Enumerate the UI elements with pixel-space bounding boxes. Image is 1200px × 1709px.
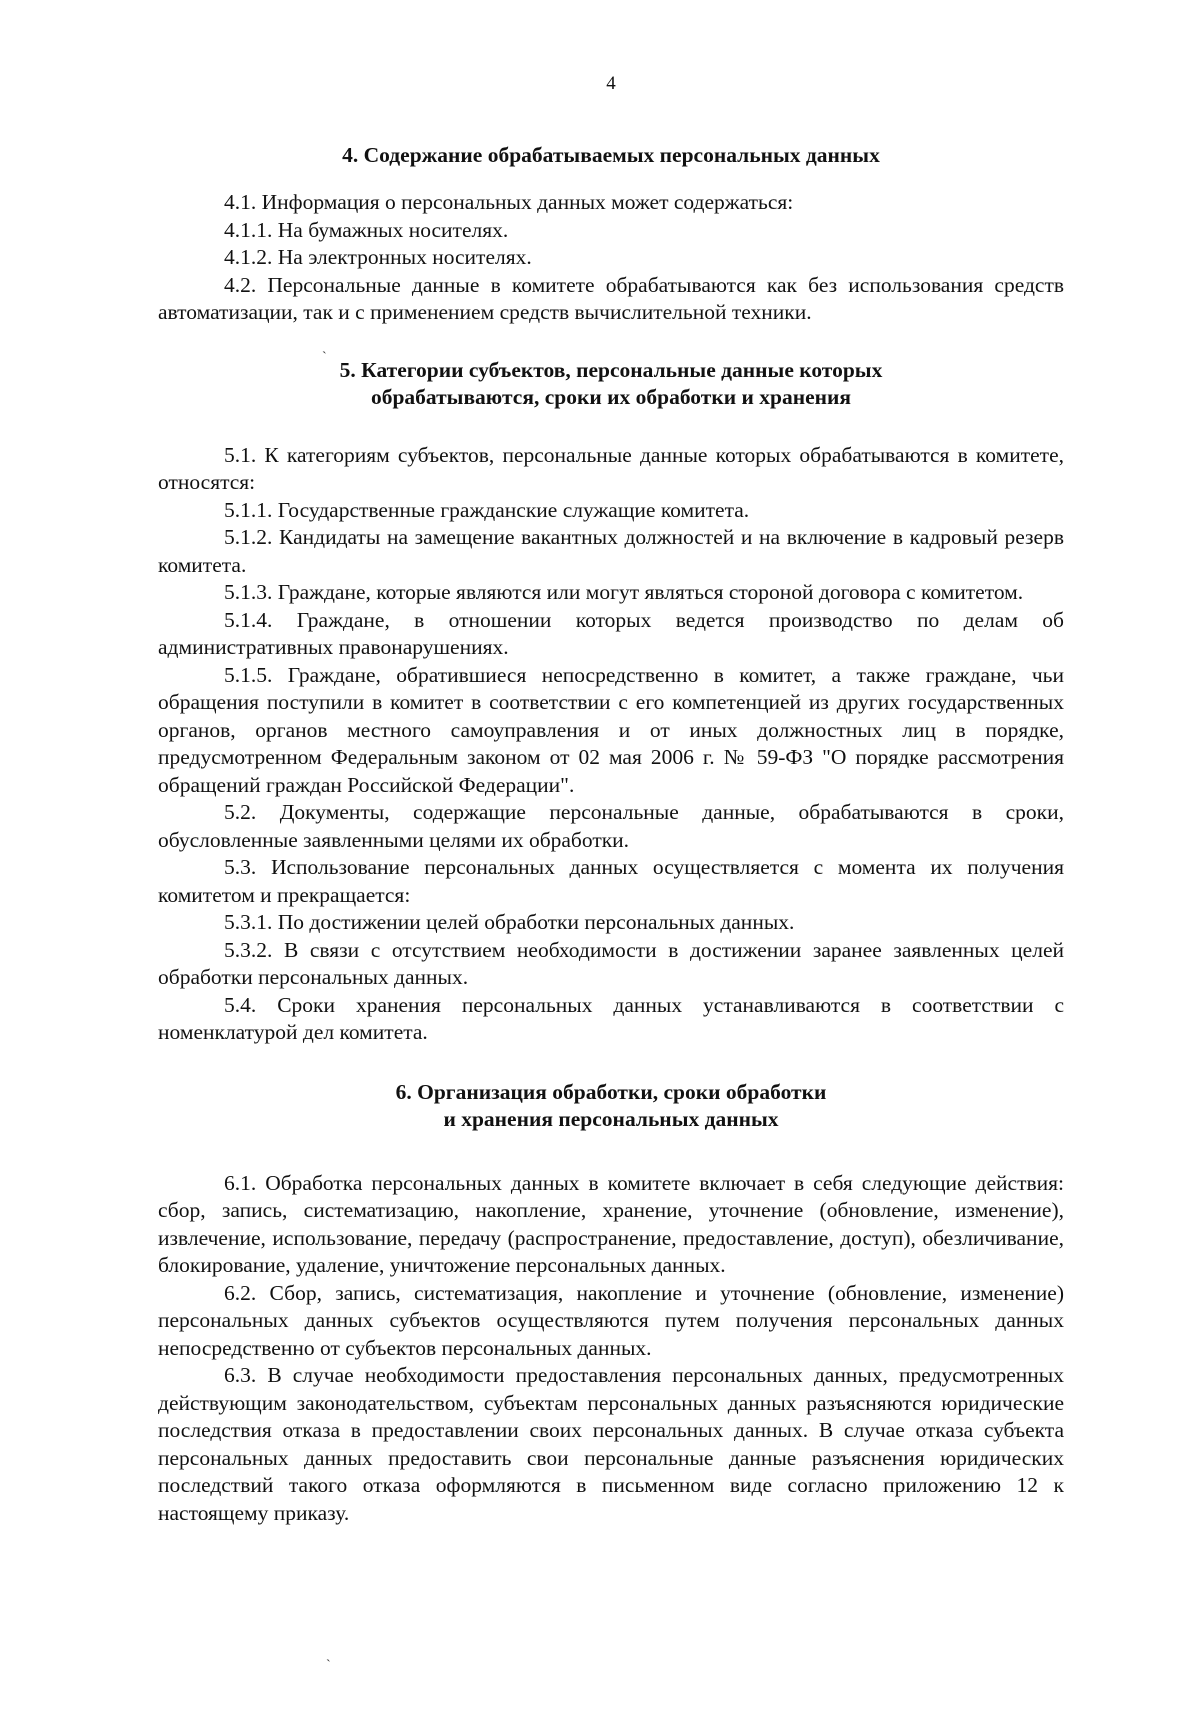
- paragraph-5-3: 5.3. Использование персональных данных осуществляется с момента их получения комитетом и прекращается:: [158, 855, 1064, 907]
- section-6-title-line-1: 6. Организация обработки, сроки обработки: [395, 1079, 827, 1104]
- paragraph-4-1-2: 4.1.2. На электронных носителях.: [224, 245, 532, 269]
- paragraph-5-1: 5.1. К категориям субъектов, персональные данные которых обрабатываются в комитете, относятся:: [158, 442, 1064, 494]
- section-5: [158, 357, 1064, 1047]
- paragraph-4-2: 4.2. Персональные данные в комитете обрабатываются как без использования средств автоматизации, так и с применением средств вычислительной техники.: [158, 272, 1064, 324]
- paragraph-5-1-3: 5.1.3. Граждане, которые являются или могут являться стороной договора с комитетом.: [224, 580, 1024, 604]
- section-6: [158, 1079, 1064, 1528]
- paragraph-6-2: 6.2. Сбор, запись, систематизация, накопление и уточнение (обновление, изменение) персональных данных субъектов осуществляются путем получения персональных данных непосредственно от субъектов персональных данных.: [158, 1280, 1064, 1360]
- scan-speck: `: [322, 350, 327, 365]
- page-number: 4: [606, 73, 616, 94]
- paragraph-6-3: 6.3. В случае необходимости предоставления персональных данных, предусмотренных действующим законодательством, субъектам персональных данных разъясняются юридические последствия отказа в предоставлении своих персональных данных. В случае отказа субъекта персональных данных предоставить свои персональные данные разъяснения юридических последствий такого отказа оформляются в письменном виде согласно приложению 12 к настоящему приказу.: [158, 1363, 1064, 1525]
- section-4-title: 4. Содержание обрабатываемых персональных данных: [342, 142, 880, 167]
- paragraph-5-4: 5.4. Сроки хранения персональных данных устанавливаются в соответствии с номенклатурой дел комитета.: [158, 992, 1064, 1044]
- paragraph-5-1-1: 5.1.1. Государственные гражданские служащие комитета.: [224, 497, 750, 522]
- paragraph-4-1: 4.1. Информация о персональных данных может содержаться:: [224, 190, 794, 214]
- section-6-title-line-2: и хранения персональных данных: [443, 1107, 779, 1131]
- document-page: [158, 70, 1064, 1527]
- paragraph-6-1: 6.1. Обработка персональных данных в комитете включает в себя следующие действия: сбор, запись, систематизацию, накопление, хранение, уточнение (обновление, изменение), извлечение, использование, передачу (распространение, предоставление, доступ), обезличивание, блокирование, удаление, уничтожение персональных данных.: [158, 1170, 1064, 1277]
- paragraph-5-1-4: 5.1.4. Граждане, в отношении которых ведется производство по делам об административных правонарушениях.: [158, 607, 1064, 659]
- section-5-title-line-1: 5. Категории субъектов, персональные данные которых: [339, 357, 883, 382]
- paragraph-5-2: 5.2. Документы, содержащие персональные данные, обрабатываются в сроки, обусловленные заявленными целями их обработки.: [158, 800, 1064, 852]
- paragraph-4-1-1: 4.1.1. На бумажных носителях.: [224, 217, 509, 242]
- section-5-title: [158, 357, 1064, 412]
- paragraph-5-1-5: 5.1.5. Граждане, обратившиеся непосредственно в комитет, а также граждане, чьи обращения поступили в комитет в соответствии с его компетенцией из других государственных органов, органов местного самоуправления и от иных должностных лиц в порядке, предусмотренном Федеральным законом от 02 мая 2006 г. № 59-ФЗ "О порядке рассмотрения обращений граждан Российской Федерации".: [158, 662, 1064, 797]
- section-4: [158, 142, 1064, 327]
- paragraph-5-3-1: 5.3.1. По достижении целей обработки персональных данных.: [224, 910, 795, 934]
- section-5-title-line-2: обрабатываются, сроки их обработки и хранения: [370, 385, 852, 409]
- paragraph-5-3-2: 5.3.2. В связи с отсутствием необходимости в достижении заранее заявленных целей обработки персональных данных.: [158, 937, 1064, 989]
- scan-speck: `: [326, 1658, 331, 1673]
- paragraph-5-1-2: 5.1.2. Кандидаты на замещение вакантных должностей и на включение в кадровый резерв комитета.: [158, 525, 1064, 577]
- section-6-title: [158, 1079, 1064, 1134]
